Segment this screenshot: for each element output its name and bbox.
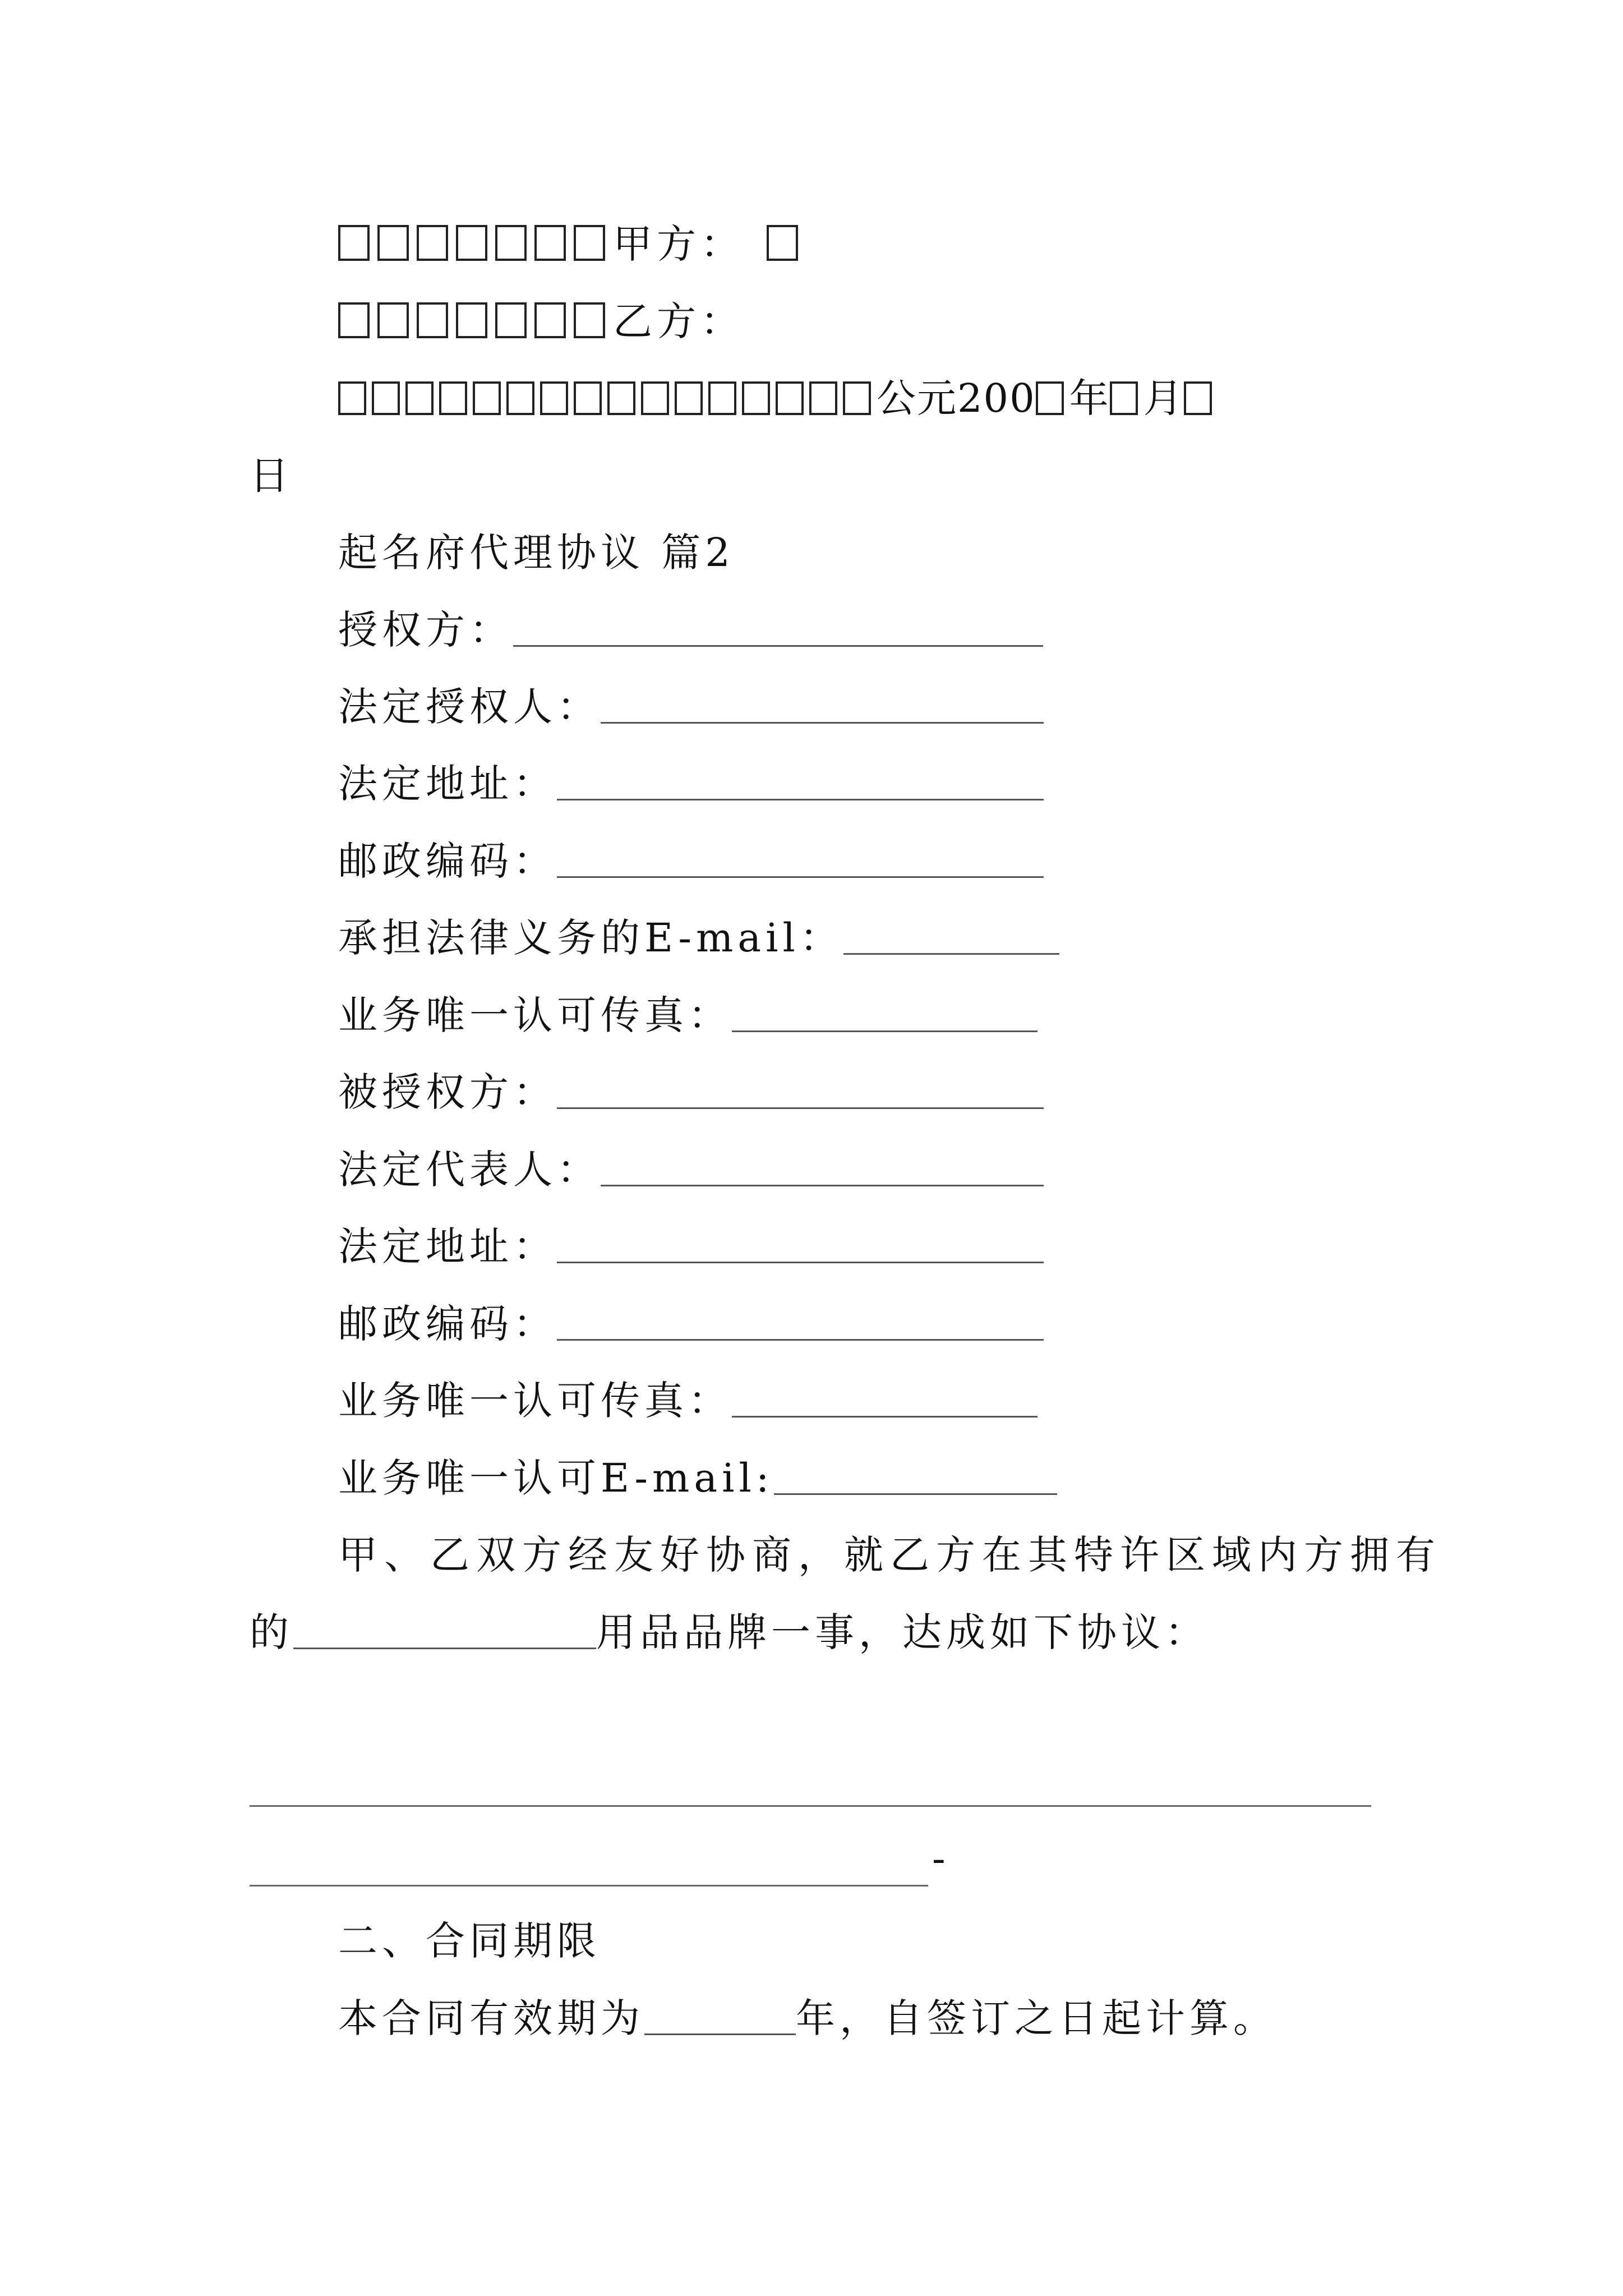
placeholder-box: [843, 381, 871, 415]
placeholder-box: [574, 302, 605, 338]
placeholder-box: [377, 225, 409, 261]
blank-field: [557, 1228, 1044, 1263]
blank-field: [513, 611, 1043, 647]
placeholder-box: [607, 381, 635, 415]
placeholder-box: [456, 302, 487, 338]
placeholder-box: [417, 302, 448, 338]
grantor-zip-label: 邮政编码：: [338, 838, 557, 884]
placeholder-box: [776, 381, 804, 415]
placeholder-box: [506, 381, 534, 415]
party-b-line: [338, 296, 744, 347]
party-a-label: 甲方：: [613, 221, 744, 267]
blank-field: [557, 1305, 1044, 1341]
placeholder-box: [377, 302, 409, 338]
blank-field: [774, 1460, 1057, 1495]
placeholder-box: [708, 381, 736, 415]
blank-field: [557, 1074, 1044, 1109]
placeholder-box: [338, 225, 370, 261]
placeholder-box: [495, 302, 527, 338]
blank-rule: [250, 1885, 928, 1887]
grantee-rep-label: 法定代表人：: [338, 1147, 601, 1193]
date-ri: 日: [250, 453, 293, 499]
grantor-fax-line: [338, 990, 1038, 1041]
placeholder-box: [574, 381, 602, 415]
blank-field: [843, 919, 1059, 955]
date-year: 200: [957, 375, 1036, 421]
grantee-fax-label: 业务唯一认可传真：: [338, 1378, 732, 1424]
placeholder-box: [495, 225, 527, 261]
placeholder-box: [809, 381, 837, 415]
grantor-addr-label: 法定地址：: [338, 761, 557, 807]
grantor-addr-line: [338, 758, 1044, 809]
blank-field: [601, 1151, 1044, 1186]
grantee-addr-label: 法定地址：: [338, 1223, 557, 1269]
placeholder-box: [641, 381, 669, 415]
grantor-rep-label: 法定授权人：: [338, 684, 601, 730]
placeholder-box: [1184, 381, 1212, 415]
agreement-line-1: 甲、乙双方经友好协商，就乙方在其特许区域内方拥有: [338, 1532, 1442, 1578]
agreement-line-2a: 的: [250, 1609, 293, 1655]
blank-field: [644, 2000, 796, 2035]
term-text-line: [338, 1993, 1277, 2044]
grantee-zip-label: 邮政编码：: [338, 1301, 557, 1347]
placeholder-box: [675, 381, 703, 415]
grantor-line: [338, 605, 1043, 655]
party-a-line: [338, 219, 806, 269]
party-b-label: 乙方：: [613, 298, 744, 344]
placeholder-box: [534, 225, 566, 261]
grantee-fax-line: [338, 1375, 1038, 1426]
grantor-label: 授权方：: [338, 607, 513, 653]
placeholder-box: [338, 302, 370, 338]
placeholder-box: [742, 381, 770, 415]
placeholder-box: [456, 225, 487, 261]
date-prefix: 公元: [877, 375, 957, 421]
placeholder-box: [1036, 381, 1064, 415]
placeholder-box: [1110, 381, 1138, 415]
grantor-fax-label: 业务唯一认可传真：: [338, 992, 732, 1038]
rule-dash: -: [932, 1835, 946, 1881]
grantee-addr-line: [338, 1221, 1044, 1272]
date-yue: 月: [1143, 375, 1184, 421]
term-heading: 二、合同期限: [338, 1918, 601, 1964]
section-title: 起名府代理协议 篇2: [338, 530, 735, 576]
placeholder-box: [540, 381, 568, 415]
grantee-rep-line: [338, 1144, 1044, 1195]
grantor-rep-line: [338, 682, 1044, 732]
placeholder-box: [574, 225, 605, 261]
placeholder-box: [473, 381, 501, 415]
blank-field: [557, 765, 1044, 800]
placeholder-box: [372, 381, 400, 415]
blank-field: [732, 997, 1038, 1032]
grantor-email-line: [338, 913, 1059, 963]
placeholder-box: [338, 381, 366, 415]
placeholder-box: [767, 225, 798, 261]
agreement-line-2: [250, 1607, 1209, 1658]
term-text-a: 本合同有效期为: [338, 1995, 644, 2041]
agreement-line-2b: 用品品牌一事，达成如下协议：: [596, 1609, 1209, 1655]
grantee-email-label: 业务唯一认可E-mail:: [338, 1455, 774, 1501]
grantor-email-label: 承担法律义务的E-mail：: [338, 915, 843, 961]
blank-field: [601, 688, 1044, 724]
grantee-label: 被授权方：: [338, 1069, 557, 1115]
blank-field: [293, 1614, 596, 1649]
blank-field: [557, 843, 1044, 878]
grantee-line: [338, 1067, 1044, 1117]
date-line: [338, 373, 1218, 424]
blank-field: [732, 1382, 1038, 1418]
blank-rule: [250, 1805, 1371, 1807]
placeholder-box: [439, 381, 467, 415]
date-nian: 年: [1069, 375, 1110, 421]
placeholder-box: [417, 225, 448, 261]
grantee-email-line: [338, 1453, 1057, 1503]
grantor-zip-line: [338, 836, 1044, 886]
term-text-b: 年，自签订之日起计算。: [796, 1995, 1277, 2041]
grantee-zip-line: [338, 1299, 1044, 1349]
placeholder-box: [534, 302, 566, 338]
placeholder-box: [405, 381, 434, 415]
